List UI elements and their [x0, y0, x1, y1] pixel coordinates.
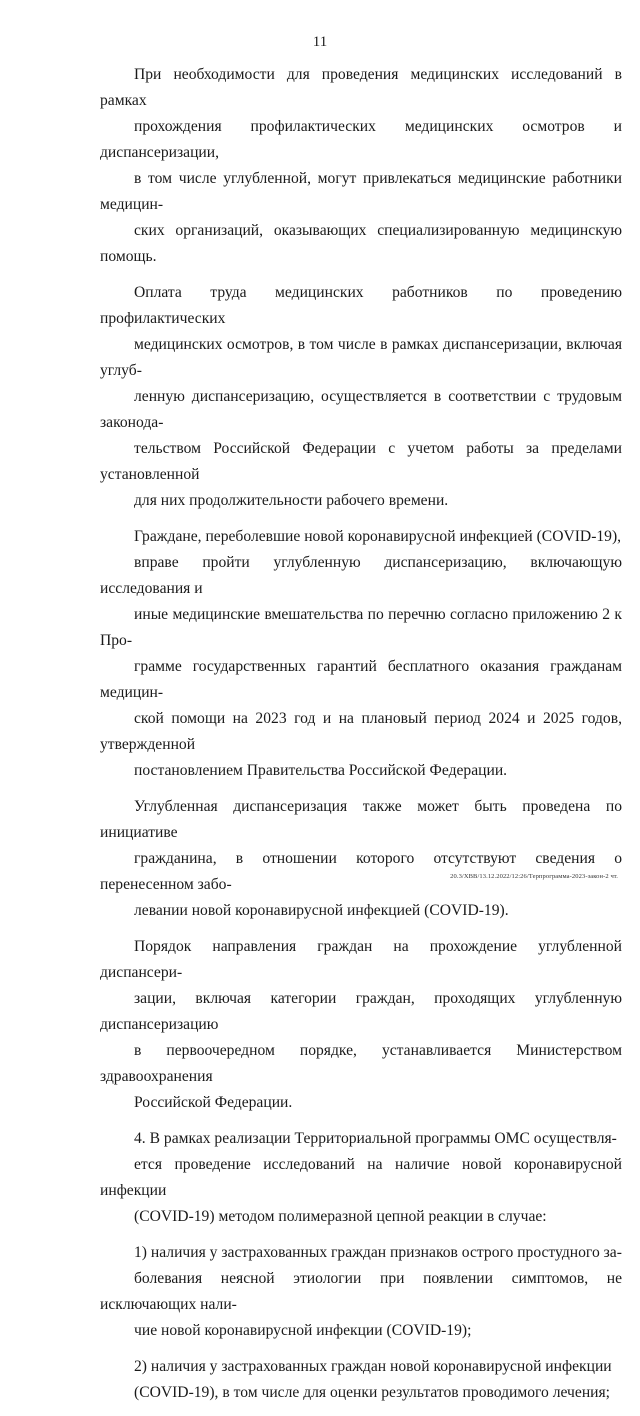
text-line: зации, включая категории граждан, проходящих углубленную диспансеризацию — [100, 990, 622, 1033]
paragraph — [100, 1126, 622, 1230]
document-footer-id: 20.3/ХВВ/13.12.2022/12:26/Терпрограмма-2023-закон-2 чт. — [450, 873, 618, 880]
text-line: (COVID-19), в том числе для оценки результатов проводимого лечения; — [134, 1384, 611, 1401]
text-line: грамме государственных гарантий бесплатного оказания гражданам медицин- — [100, 658, 622, 701]
text-line: иные медицинские вмешательства по перечню согласно приложению 2 к Про- — [100, 606, 622, 649]
text-line: 2) наличия у застрахованных граждан новой коронавирусной инфекции — [134, 1358, 612, 1375]
text-line: Российской Федерации. — [134, 1094, 293, 1111]
text-line: в первоочередном порядке, устанавливается Министерством здравоохранения — [100, 1042, 622, 1085]
text-line: ской помощи на 2023 год и на плановый период 2024 и 2025 годов, утвержденной — [100, 710, 622, 753]
text-line: в том числе углубленной, могут привлекаться медицинские работники медицин- — [100, 170, 622, 213]
text-line: ских организаций, оказывающих специализированную медицинскую помощь. — [100, 222, 622, 265]
document-body — [100, 62, 622, 1416]
text-line: чие новой коронавирусной инфекции (COVID-19); — [134, 1322, 472, 1339]
text-line: тельством Российской Федерации с учетом работы за пределами установленной — [100, 440, 622, 483]
text-line: для них продолжительности рабочего времени. — [134, 492, 449, 509]
text-line: болевания неясной этиологии при появлении симптомов, не исключающих нали- — [100, 1270, 622, 1313]
paragraph — [100, 524, 622, 784]
text-line: Граждане, переболевшие новой коронавирусной инфекцией (COVID-19), — [134, 528, 622, 545]
text-line: вправе пройти углубленную диспансеризацию, включающую исследования и — [100, 554, 622, 597]
text-line: ленную диспансеризацию, осуществляется в соответствии с трудовым законода- — [100, 388, 622, 431]
text-line: 4. В рамках реализации Территориальной программы ОМС осуществля- — [134, 1130, 617, 1147]
text-line: Углубленная диспансеризация также может быть проведена по инициативе — [100, 798, 622, 841]
text-line: гражданина, в отношении которого отсутствуют сведения о перенесенном забо- — [100, 850, 622, 893]
paragraph — [100, 934, 622, 1116]
text-line: медицинских осмотров, в том числе в рамках диспансеризации, включая углуб- — [100, 336, 622, 379]
paragraph — [100, 1354, 622, 1406]
text-line: При необходимости для проведения медицинских исследований в рамках — [100, 66, 622, 109]
text-line: Порядок направления граждан на прохождение углубленной диспансери- — [100, 938, 622, 981]
text-line: постановлением Правительства Российской Федерации. — [134, 762, 508, 779]
text-line: 1) наличия у застрахованных граждан признаков острого простудного за- — [134, 1244, 622, 1261]
text-line: прохождения профилактических медицинских осмотров и диспансеризации, — [100, 118, 622, 161]
paragraph — [100, 280, 622, 514]
text-line: Оплата труда медицинских работников по проведению профилактических — [100, 284, 622, 327]
paragraph — [100, 1240, 622, 1344]
paragraph — [100, 62, 622, 270]
text-line: ется проведение исследований на наличие новой коронавирусной инфекции — [100, 1156, 622, 1199]
page-number: 11 — [312, 34, 328, 50]
text-line: (COVID-19) методом полимеразной цепной реакции в случае: — [134, 1208, 547, 1225]
text-line: левании новой коронавирусной инфекцией (COVID-19). — [134, 902, 509, 919]
